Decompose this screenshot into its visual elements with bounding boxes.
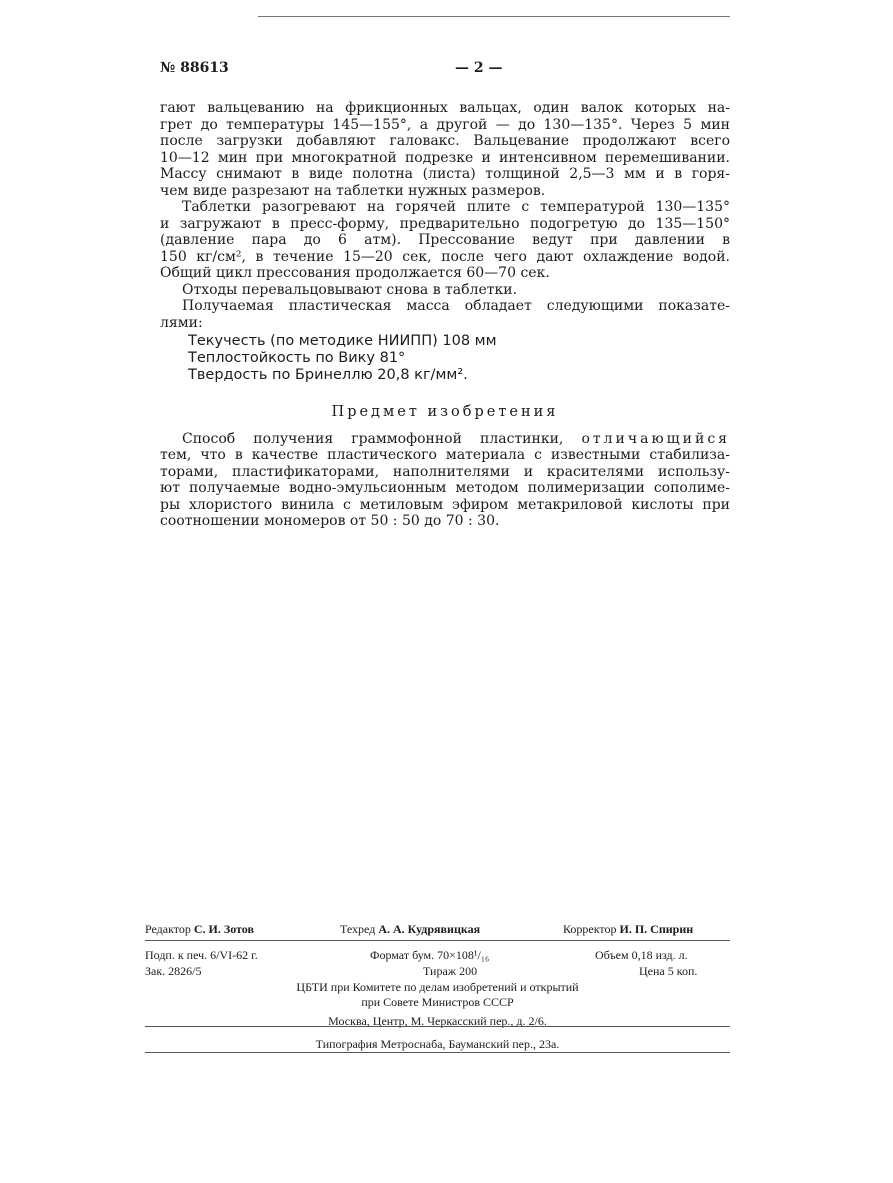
claim-start: Способ получения граммофонной пластинки, [182, 430, 564, 447]
text-line: 10—12 мин при многократной подрезке и интенсивном перемешивании. [160, 149, 730, 166]
corrector: Корректор И. П. Спирин [563, 922, 694, 936]
text-line: Массу снимают в виде полотна (листа) толщиной 2,5—3 мм и в горя- [160, 166, 730, 182]
property-heat-resistance: Теплостойкость по Вику 81° [188, 350, 406, 366]
text-line: и загружают в пресс-форму, предварительно подогретую до 135—150° [160, 215, 730, 232]
org-address: Москва, Центр, М. Черкасский пер., д. 2/6. [328, 1014, 547, 1028]
signed-for-print: Подп. к печ. 6/VI-62 г. [145, 948, 258, 962]
patent-number: № 88613 [160, 60, 229, 76]
imprint-footer [145, 922, 730, 1052]
order-number: Зак. 2826/5 [145, 964, 202, 978]
price: Цена 5 коп. [639, 964, 698, 978]
text-line: чем виде разрезают на таблетки нужных размеров. [160, 182, 546, 199]
print-row-2 [145, 964, 730, 980]
credits-row [145, 922, 730, 938]
property-fluidity: Текучесть (по методике НИИПП) 108 мм [188, 333, 497, 349]
org-line-1: ЦБТИ при Комитете по делам изобретений и открытий [296, 980, 579, 994]
org-line-2: при Совете Министров СССР [361, 995, 514, 1009]
footer-rule-top [145, 940, 730, 941]
volume: Объем 0,18 изд. л. [595, 948, 688, 962]
text-line: Общий цикл прессования продолжается 60—70 сек. [160, 265, 550, 281]
footer-rule-bottom [145, 1052, 730, 1053]
text-line: (давление пара до 6 атм). Прессование ведут при давлении в [160, 232, 730, 248]
claim-text [160, 431, 730, 530]
top-rule [258, 16, 730, 17]
techred: Техред А. А. Кудрявицкая [340, 922, 481, 936]
text-line: торами, пластификаторами, наполнителями и красителями использу- [160, 463, 730, 480]
text-line: ют получаемые водно-эмульсионным методом полимеризации сополиме- [160, 480, 730, 496]
footer-rule-middle [145, 1026, 730, 1027]
printing-house: Типография Метроснаба, Бауманский пер., 23а. [315, 1037, 560, 1051]
paragraph-rolling [160, 100, 730, 199]
properties-list [160, 333, 730, 384]
paragraph-waste: Отходы перевальцовывают снова в таблетки. [182, 281, 518, 298]
claim-characterized: отличающийся [581, 430, 730, 447]
paragraph-pressing [160, 199, 730, 282]
text-line: лями: [160, 314, 203, 331]
paragraph-properties [160, 298, 730, 331]
paper-format: Формат бум. 70×108¹/₁₆ [370, 948, 490, 962]
editor: Редактор С. И. Зотов [145, 922, 254, 936]
text-line: гают вальцеванию на фрикционных вальцах, один валок которых на- [160, 100, 730, 116]
claim-heading: Предмет изобретения [331, 404, 559, 420]
page-header [160, 60, 730, 80]
text-line: грет до температуры 145—155°, а другой — до 130—135°. Через 5 мин [160, 116, 730, 133]
text-line: тем, что в качестве пластического материала с известными стабилиза- [160, 447, 730, 463]
text-line: соотношении мономеров от 50 : 50 до 70 : 30. [160, 513, 500, 529]
page-number: — 2 — [455, 60, 503, 76]
circulation: Тираж 200 [423, 964, 478, 978]
text-line [160, 431, 730, 448]
property-hardness: Твердость по Бринеллю 20,8 кг/мм². [188, 367, 468, 383]
text-line: ры хлористого винила с метиловым эфиром метакриловой кислоты при [160, 496, 730, 513]
text-line: 150 кг/см², в течение 15—20 сек, после чего дают охлаждение водой. [160, 248, 730, 265]
document-body [160, 100, 730, 530]
print-row-1 [145, 948, 730, 964]
text-line: после загрузки добавляют галовакс. Вальцевание продолжают всего [160, 133, 730, 149]
text-line: Таблетки разогревают на горячей плите с температурой 130—135° [182, 199, 730, 215]
text-line: Получаемая пластическая масса обладает следующими показате- [182, 298, 730, 314]
